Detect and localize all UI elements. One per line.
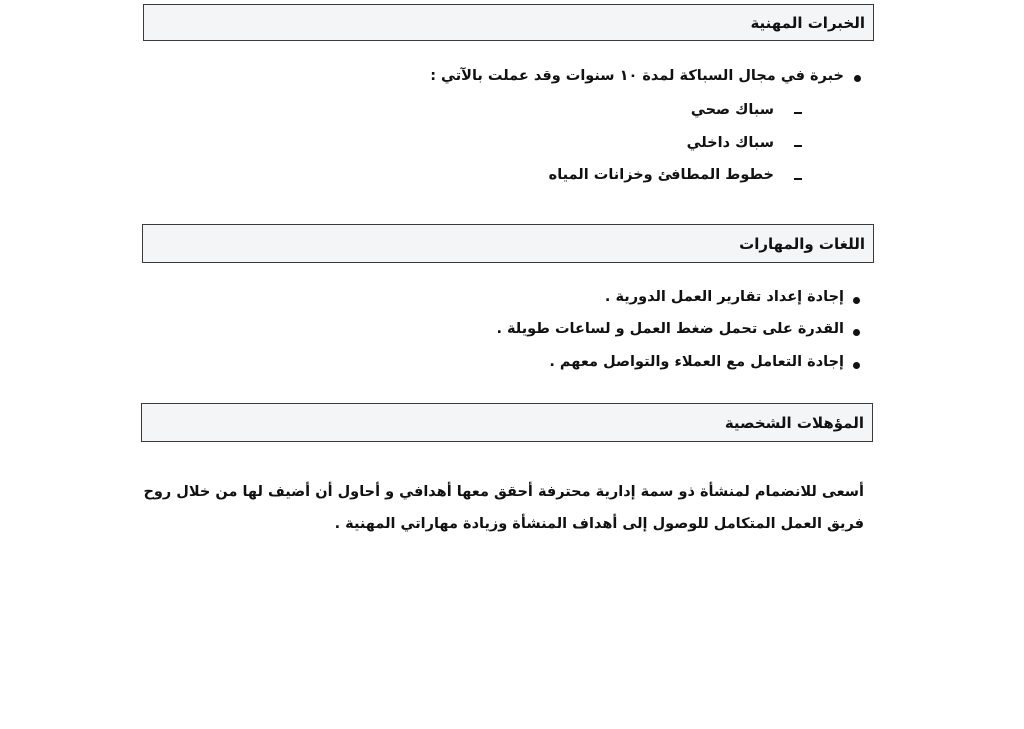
experience-item: سباك صحي [690, 102, 774, 118]
section-header-skills [142, 224, 874, 263]
skill-item: إجادة التعامل مع العملاء والتواصل معهم . [549, 354, 844, 370]
bullet-icon [853, 329, 860, 336]
dash-icon [794, 178, 802, 180]
section-header-experience [143, 4, 874, 41]
section-title: المؤهلات الشخصية [724, 413, 864, 432]
bullet-icon [853, 297, 860, 304]
bullet-icon [854, 75, 861, 82]
experience-item: سباك داخلي [686, 135, 774, 151]
experience-intro: خبرة في مجال السباكة لمدة ١٠ سنوات وقد عملت بالآتي : [430, 68, 844, 84]
qualifications-line: فريق العمل المتكامل للوصول إلى أهداف المنشأة وزيادة مهاراتي المهنية . [334, 516, 864, 532]
skill-item: القدرة على تحمل ضغط العمل و لساعات طويلة . [496, 321, 844, 337]
section-title: اللغات والمهارات [739, 234, 865, 253]
skill-item: إجادة إعداد تقارير العمل الدورية . [604, 289, 844, 305]
dash-icon [794, 112, 802, 114]
section-title: الخبرات المهنية [750, 13, 865, 32]
experience-item: خطوط المطافئ وخزانات المياه [548, 167, 774, 183]
dash-icon [794, 145, 802, 147]
section-header-qualifications [141, 403, 873, 442]
bullet-icon [853, 362, 860, 369]
qualifications-line: أسعى للانضمام لمنشأة ذو سمة إدارية محترفة أحقق معها أهدافي و أحاول أن أضيف لها من خلال روح [143, 484, 864, 500]
